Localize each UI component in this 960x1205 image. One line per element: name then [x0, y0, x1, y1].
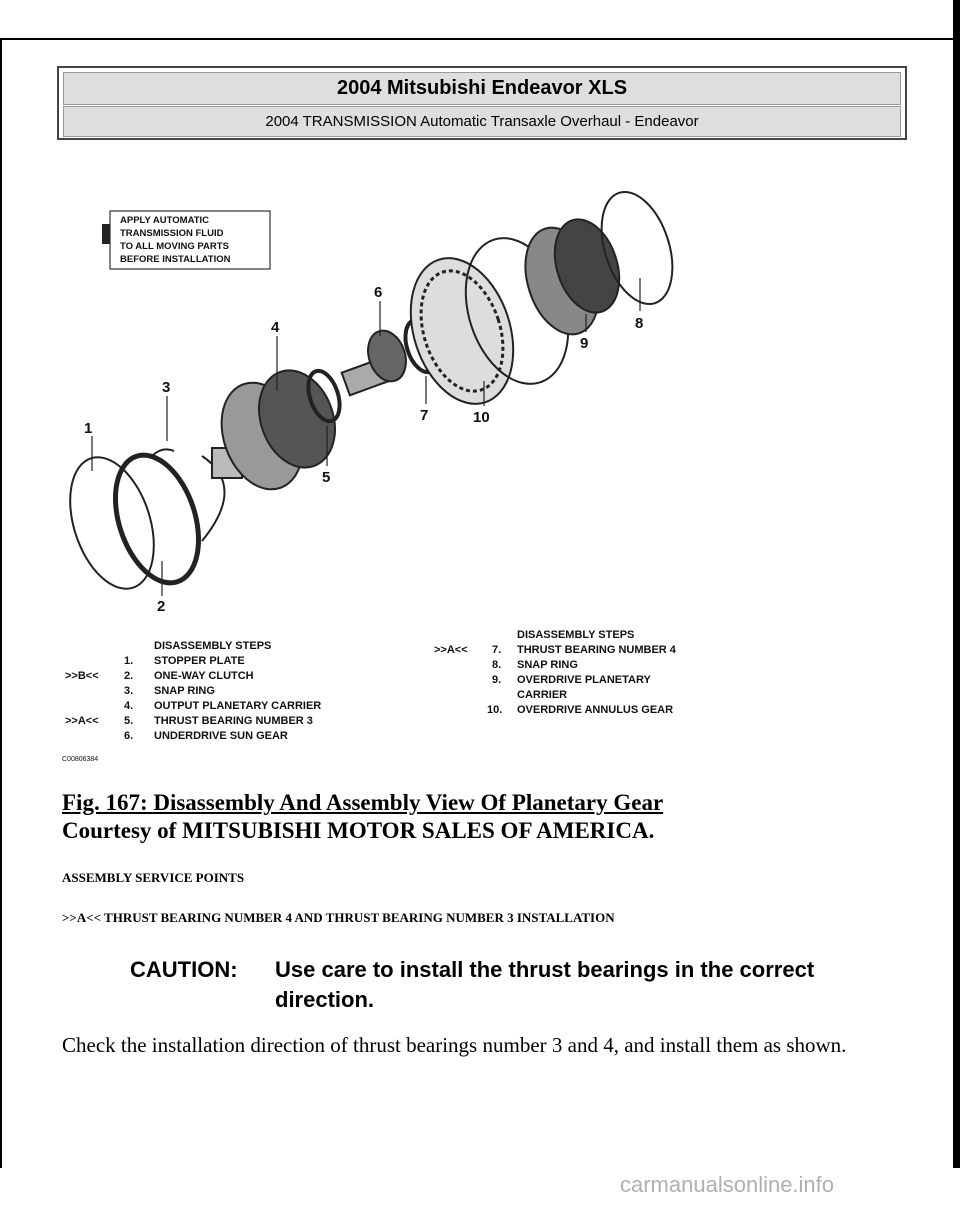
step-num: 7.	[492, 644, 502, 656]
step-text: OUTPUT PLANETARY CARRIER	[154, 700, 322, 712]
callout-6: 6	[374, 284, 383, 301]
watermark: carmanualsonline.info	[620, 1172, 835, 1197]
subsection-title: >>A<< THRUST BEARING NUMBER 4 AND THRUST BEARING NUMBER 3 INSTALLATION	[62, 910, 615, 925]
figure-courtesy: Courtesy of MITSUBISHI MOTOR SALES OF AMERICA.	[62, 818, 655, 843]
step-text: OVERDRIVE ANNULUS GEAR	[517, 704, 674, 716]
body-paragraph: Check the installation direction of thrust bearings number 3 and 4, and install them as shown.	[62, 1033, 847, 1057]
fluid-icon	[102, 224, 110, 244]
overdrive-planetary-carrier-part	[513, 211, 631, 344]
step-num: 9.	[492, 674, 502, 686]
callout-1: 1	[84, 420, 93, 437]
callout-10: 10	[473, 409, 490, 426]
figure-title-link[interactable]: Fig. 167: Disassembly And Assembly View Of Planetary Gear	[62, 790, 664, 815]
step-num: 3.	[124, 685, 134, 697]
step-text: STOPPER PLATE	[154, 655, 245, 667]
note-line: BEFORE INSTALLATION	[120, 254, 231, 265]
step-mark: >>A<<	[65, 715, 99, 727]
step-text: OVERDRIVE PLANETARY	[517, 674, 651, 686]
step-num: 5.	[124, 715, 134, 727]
page-frame-right	[953, 0, 960, 1168]
step-text: ONE-WAY CLUTCH	[154, 670, 254, 682]
note-line: APPLY AUTOMATIC	[120, 215, 210, 226]
callout-3: 3	[162, 379, 171, 396]
step-text: CARRIER	[517, 689, 568, 701]
callout-7: 7	[420, 407, 429, 424]
step-num: 6.	[124, 730, 134, 742]
steps-heading-left: DISASSEMBLY STEPS	[154, 640, 272, 652]
caution-block	[130, 955, 890, 1015]
header-subtitle: 2004 TRANSMISSION Automatic Transaxle Overhaul - Endeavor	[63, 106, 901, 137]
header-title: 2004 Mitsubishi Endeavor XLS	[63, 72, 901, 105]
exploded-view-diagram	[62, 186, 772, 771]
step-text: THRUST BEARING NUMBER 3	[154, 715, 313, 727]
step-mark: >>A<<	[434, 644, 468, 656]
step-num: 4.	[124, 700, 134, 712]
callout-5: 5	[322, 469, 331, 486]
step-num: 2.	[124, 670, 134, 682]
note-line: TO ALL MOVING PARTS	[120, 241, 229, 252]
step-text: THRUST BEARING NUMBER 4	[517, 644, 676, 656]
callout-2: 2	[157, 598, 166, 615]
step-num: 10.	[487, 704, 503, 716]
callout-9: 9	[580, 335, 589, 352]
step-mark: >>B<<	[65, 670, 99, 682]
one-way-clutch-part	[100, 444, 213, 593]
figure-code: C00806384	[62, 756, 99, 763]
step-num: 8.	[492, 659, 502, 671]
section-title: ASSEMBLY SERVICE POINTS	[62, 870, 245, 885]
figure-planetary-gear	[62, 186, 772, 771]
caution-label: CAUTION:	[130, 957, 238, 982]
underdrive-sun-gear-part	[342, 326, 412, 396]
note-line: TRANSMISSION FLUID	[120, 228, 224, 239]
caution-text: Use care to install the thrust bearings in the correct direction.	[275, 957, 815, 1012]
page-frame-left	[0, 38, 2, 1168]
callout-8: 8	[635, 315, 644, 332]
step-num: 1.	[124, 655, 134, 667]
page-frame-top	[0, 38, 960, 40]
callout-4: 4	[271, 319, 280, 336]
step-text: SNAP RING	[154, 685, 215, 697]
step-text: UNDERDRIVE SUN GEAR	[154, 730, 288, 742]
steps-heading-right: DISASSEMBLY STEPS	[517, 629, 635, 641]
document-header	[57, 66, 907, 140]
step-text: SNAP RING	[517, 659, 578, 671]
